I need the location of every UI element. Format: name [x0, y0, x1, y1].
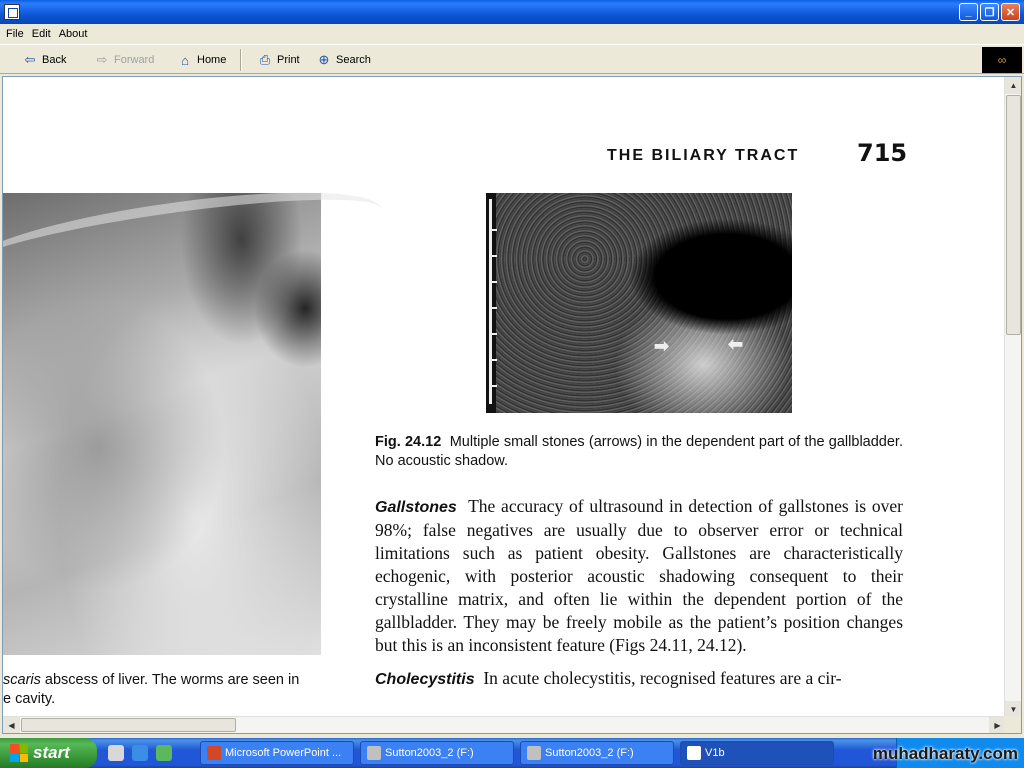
gallstones-heading: Gallstones	[375, 499, 457, 516]
task-button-v1b[interactable]	[680, 741, 834, 765]
scale-tick	[489, 255, 497, 257]
ultrasound-scan	[496, 193, 792, 413]
gallstones-text: The accuracy of ultrasound in detection of gallstones is over 98%; false negatives are usually due to observer error or technical limitations such as patient obesity. Gallstones are characteristically echogenic, with posterior acoustic shadowing consequent to their crystalline matrix, and often lie within the dependent portion of the gallbladder. They may be freely mobile as the patient’s position changes but this is an inconsistent feature (Figs 24.11, 24.12).	[375, 496, 903, 655]
drive-icon	[367, 746, 381, 760]
xray-caption-line2: e cavity.	[3, 691, 56, 707]
body-text	[375, 495, 903, 701]
watermark: muhadharaty.com	[872, 744, 1018, 763]
menu-about[interactable]: About	[58, 28, 88, 40]
print-button[interactable]	[257, 50, 300, 70]
desktop-quicklaunch-icon[interactable]	[108, 745, 124, 761]
arrow-left-icon: ⬅	[728, 334, 744, 354]
scale-tick	[489, 281, 497, 283]
search-icon: ⊕	[318, 52, 330, 67]
page-number: 715	[857, 139, 908, 167]
brand-logo-icon: ∞	[982, 47, 1022, 73]
home-icon: ⌂	[181, 52, 189, 68]
vertical-scroll-thumb[interactable]	[1006, 95, 1021, 335]
print-label: Print	[277, 54, 300, 66]
task-button-sutton-2[interactable]	[520, 741, 674, 765]
back-button[interactable]	[22, 50, 66, 70]
media-quicklaunch-icon[interactable]	[156, 745, 172, 761]
back-label: Back	[42, 54, 67, 66]
toolbar-separator	[240, 49, 242, 71]
menu-file[interactable]: File	[6, 28, 24, 40]
task-label: V1b	[705, 747, 725, 759]
scroll-right-icon[interactable]: ▶	[989, 717, 1006, 733]
scale-tick	[489, 333, 497, 335]
page-header-title: THE BILIARY TRACT	[607, 147, 800, 164]
ultrasound-image	[486, 193, 792, 413]
scroll-down-icon[interactable]: ▼	[1005, 701, 1022, 718]
cholecystitis-heading: Cholecystitis	[375, 671, 475, 688]
scrollbar-corner	[1004, 716, 1021, 733]
internet-explorer-icon[interactable]	[132, 745, 148, 761]
document-viewport[interactable]	[2, 76, 1022, 734]
cholecystitis-text: In acute cholecystitis, recognised features are a cir-	[483, 668, 842, 688]
xray-caption-rest: abscess of liver. The worms are seen in	[40, 672, 300, 688]
arrow-right-icon: ➡	[654, 336, 670, 356]
home-button[interactable]	[177, 50, 226, 70]
menu-bar	[0, 24, 1024, 44]
task-button-powerpoint[interactable]	[200, 741, 354, 765]
taskbar	[0, 738, 1024, 768]
task-button-sutton-1[interactable]	[360, 741, 514, 765]
scale-tick	[489, 359, 497, 361]
powerpoint-icon	[207, 746, 221, 760]
task-label: Sutton2003_2 (F:)	[545, 747, 634, 759]
scale-tick	[489, 307, 497, 309]
toolbar	[0, 44, 1024, 74]
figure-caption	[375, 433, 903, 471]
figure-text: Multiple small stones (arrows) in the dependent part of the gallbladder. No acoustic shadow.	[375, 434, 903, 469]
printer-icon: ⎙	[259, 52, 271, 67]
back-arrow-icon: ⇦	[24, 52, 36, 67]
xray-caption-italic: scaris	[3, 672, 41, 688]
book-page	[3, 77, 1006, 718]
scale-tick	[489, 385, 497, 387]
forward-arrow-icon: ⇨	[96, 52, 108, 67]
forward-button[interactable]	[94, 50, 154, 70]
document-icon	[687, 746, 701, 760]
start-label: start	[33, 743, 70, 762]
scroll-up-icon[interactable]: ▲	[1005, 77, 1022, 94]
xray-caption	[3, 671, 353, 709]
home-label: Home	[197, 54, 227, 66]
gallstones-paragraph	[375, 495, 903, 657]
cholecystitis-paragraph	[375, 667, 903, 691]
search-label: Search	[336, 54, 371, 66]
xray-image	[3, 193, 321, 655]
task-label: Microsoft PowerPoint ...	[225, 747, 342, 759]
title-bar	[0, 0, 1024, 24]
horizontal-scroll-thumb[interactable]	[21, 718, 236, 732]
vertical-scrollbar[interactable]	[1004, 77, 1021, 718]
restore-button[interactable]: ❐	[980, 3, 999, 21]
window-controls	[959, 3, 1020, 21]
forward-label: Forward	[114, 54, 155, 66]
task-label: Sutton2003_2 (F:)	[385, 747, 474, 759]
windows-logo-icon	[10, 744, 28, 762]
app-icon[interactable]	[4, 4, 20, 20]
drive-icon	[527, 746, 541, 760]
menu-edit[interactable]: Edit	[31, 28, 51, 40]
close-button[interactable]: ✕	[1001, 3, 1020, 21]
start-button[interactable]	[0, 738, 97, 768]
scroll-left-icon[interactable]: ◀	[3, 717, 20, 733]
horizontal-scrollbar[interactable]	[3, 716, 1006, 733]
scale-tick	[489, 229, 497, 231]
search-button[interactable]	[316, 50, 371, 70]
figure-label: Fig. 24.12	[375, 434, 442, 450]
minimize-button[interactable]: _	[959, 3, 978, 21]
